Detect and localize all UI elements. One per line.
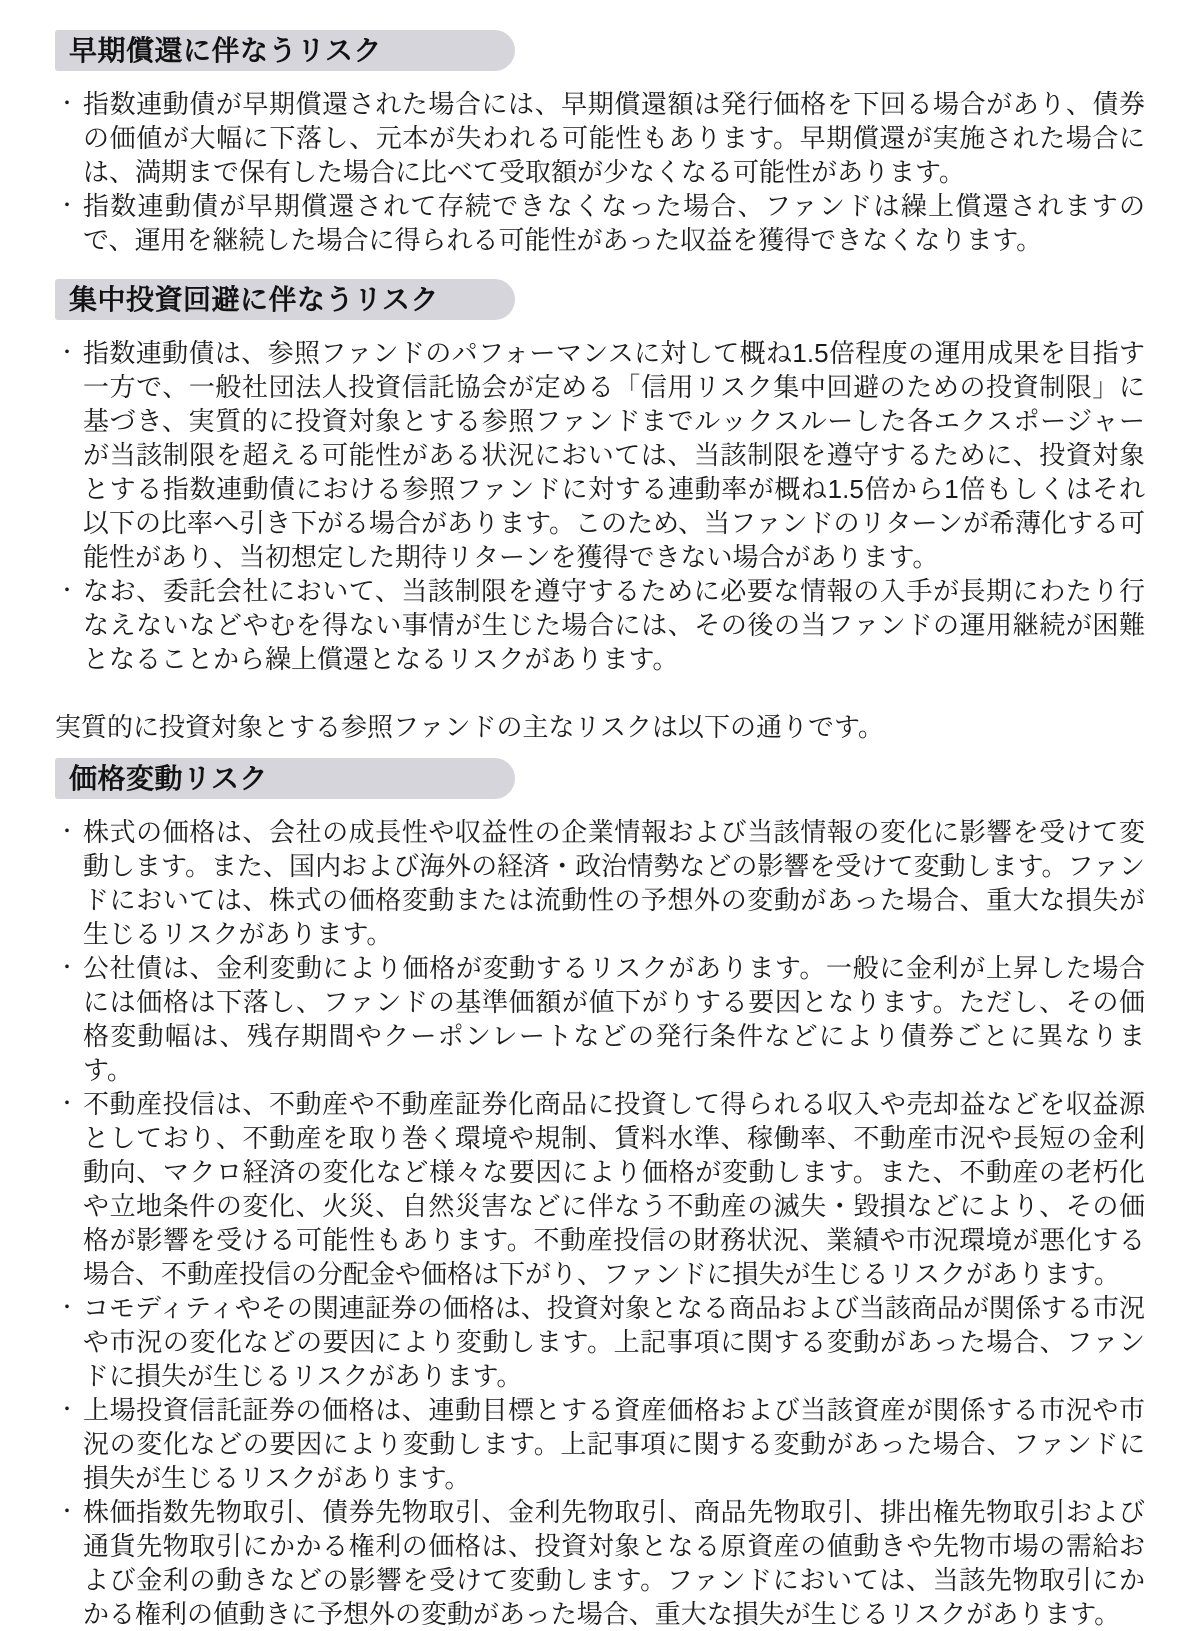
risk-list-price-fluctuation — [55, 815, 1145, 1631]
risk-list-early-redemption — [55, 87, 1145, 257]
list-item-text: なお、委託会社において、当該制限を遵守するために必要な情報の入手が長期にわたり行なえないなどやむを得ない事情が生じた場合には、その後の当ファンドの運用継続が困難となることから繰上償還となるリスクがあります。 — [83, 576, 1145, 674]
bullet-dot-icon: ・ — [57, 195, 77, 217]
list-item — [55, 951, 1145, 1087]
list-item — [55, 1495, 1145, 1631]
list-item — [55, 1087, 1145, 1291]
bullet-dot-icon: ・ — [57, 1093, 77, 1115]
risk-list-concentration-avoidance — [55, 336, 1145, 676]
section-early-redemption-risk — [55, 30, 1145, 257]
bullet-dot-icon: ・ — [57, 342, 77, 364]
list-item-text: コモディティやその関連証券の価格は、投資対象となる商品および当該商品が関係する市況や市況の変化などの要因により変動します。上記事項に関する変動があった場合、ファンドに損失が生じるリスクがあります。 — [83, 1293, 1145, 1391]
bullet-dot-icon: ・ — [57, 1399, 77, 1421]
list-item — [55, 189, 1145, 257]
reference-fund-note: 実質的に投資対象とする参照ファンドの主なリスクは以下の通りです。 — [55, 712, 884, 742]
list-item-text: 公社債は、金利変動により価格が変動するリスクがあります。一般に金利が上昇した場合には価格は下落し、ファンドの基準価額が値下がりする要因となります。ただし、その価格変動幅は、残存期間やクーポンレートなどの発行条件などにより債券ごとに異なります。 — [83, 953, 1145, 1085]
bullet-dot-icon: ・ — [57, 821, 77, 843]
list-item-text: 株式の価格は、会社の成長性や収益性の企業情報および当該情報の変化に影響を受けて変動します。また、国内および海外の経済・政治情勢などの影響を受けて変動します。ファンドにおいては、株式の価格変動または流動性の予想外の変動があった場合、重大な損失が生じるリスクがあります。 — [83, 817, 1145, 949]
list-item — [55, 1393, 1145, 1495]
list-item — [55, 87, 1145, 189]
bullet-dot-icon: ・ — [57, 1297, 77, 1319]
section-title-price-fluctuation: 価格変動リスク — [55, 758, 515, 799]
section-price-fluctuation-risk — [55, 758, 1145, 1631]
list-item — [55, 574, 1145, 676]
list-item-text: 上場投資信託証券の価格は、連動目標とする資産価格および当該資産が関係する市況や市況の変化などの要因により変動します。上記事項に関する変動があった場合、ファンドに損失が生じるリスクがあります。 — [83, 1395, 1145, 1493]
section-title-early-redemption: 早期償還に伴なうリスク — [55, 30, 515, 71]
list-item — [55, 336, 1145, 574]
bullet-dot-icon: ・ — [57, 957, 77, 979]
list-item-text: 株価指数先物取引、債券先物取引、金利先物取引、商品先物取引、排出権先物取引および通貨先物取引にかかる権利の価格は、投資対象となる原資産の値動きや先物市場の需給および金利の動きなどの影響を受けて変動します。ファンドにおいては、当該先物取引にかかる権利の値動きに予想外の変動があった場合、重大な損失が生じるリスクがあります。 — [83, 1497, 1145, 1629]
list-item-text: 不動産投信は、不動産や不動産証券化商品に投資して得られる収入や売却益などを収益源としており、不動産を取り巻く環境や規制、賃料水準、稼働率、不動産市況や長短の金利動向、マクロ経済の変化など様々な要因により価格が変動します。また、不動産の老朽化や立地条件の変化、火災、自然災害などに伴なう不動産の滅失・毀損などにより、その価格が影響を受ける可能性もあります。不動産投信の財務状況、業績や市況環境が悪化する場合、不動産投信の分配金や価格は下がり、ファンドに損失が生じるリスクがあります。 — [83, 1089, 1145, 1289]
list-item — [55, 1291, 1145, 1393]
bullet-dot-icon: ・ — [57, 93, 77, 115]
list-item-text: 指数連動債が早期償還されて存続できなくなった場合、ファンドは繰上償還されますので、運用を継続した場合に得られる可能性があった収益を獲得できなくなります。 — [83, 191, 1145, 255]
list-item-text: 指数連動債は、参照ファンドのパフォーマンスに対して概ね1.5倍程度の運用成果を目指す一方で、一般社団法人投資信託協会が定める「信用リスク集中回避のための投資制限」に基づき、実質的に投資対象とする参照ファンドまでルックスルーした各エクスポージャーが当該制限を超える可能性がある状況においては、当該制限を遵守するために、投資対象とする指数連動債における参照ファンドに対する連動率が概ね1.5倍から1倍もしくはそれ以下の比率へ引き下がる場合があります。このため、当ファンドのリターンが希薄化する可能性があり、当初想定した期待リターンを獲得できない場合があります。 — [83, 338, 1145, 572]
bullet-dot-icon: ・ — [57, 580, 77, 602]
section-title-concentration-avoidance: 集中投資回避に伴なうリスク — [55, 279, 515, 320]
list-item-text: 指数連動債が早期償還された場合には、早期償還額は発行価格を下回る場合があり、債券の価値が大幅に下落し、元本が失われる可能性もあります。早期償還が実施された場合には、満期まで保有した場合に比べて受取額が少なくなる可能性があります。 — [83, 89, 1145, 187]
bullet-dot-icon: ・ — [57, 1501, 77, 1523]
section-concentration-avoidance-risk — [55, 279, 1145, 676]
list-item — [55, 815, 1145, 951]
